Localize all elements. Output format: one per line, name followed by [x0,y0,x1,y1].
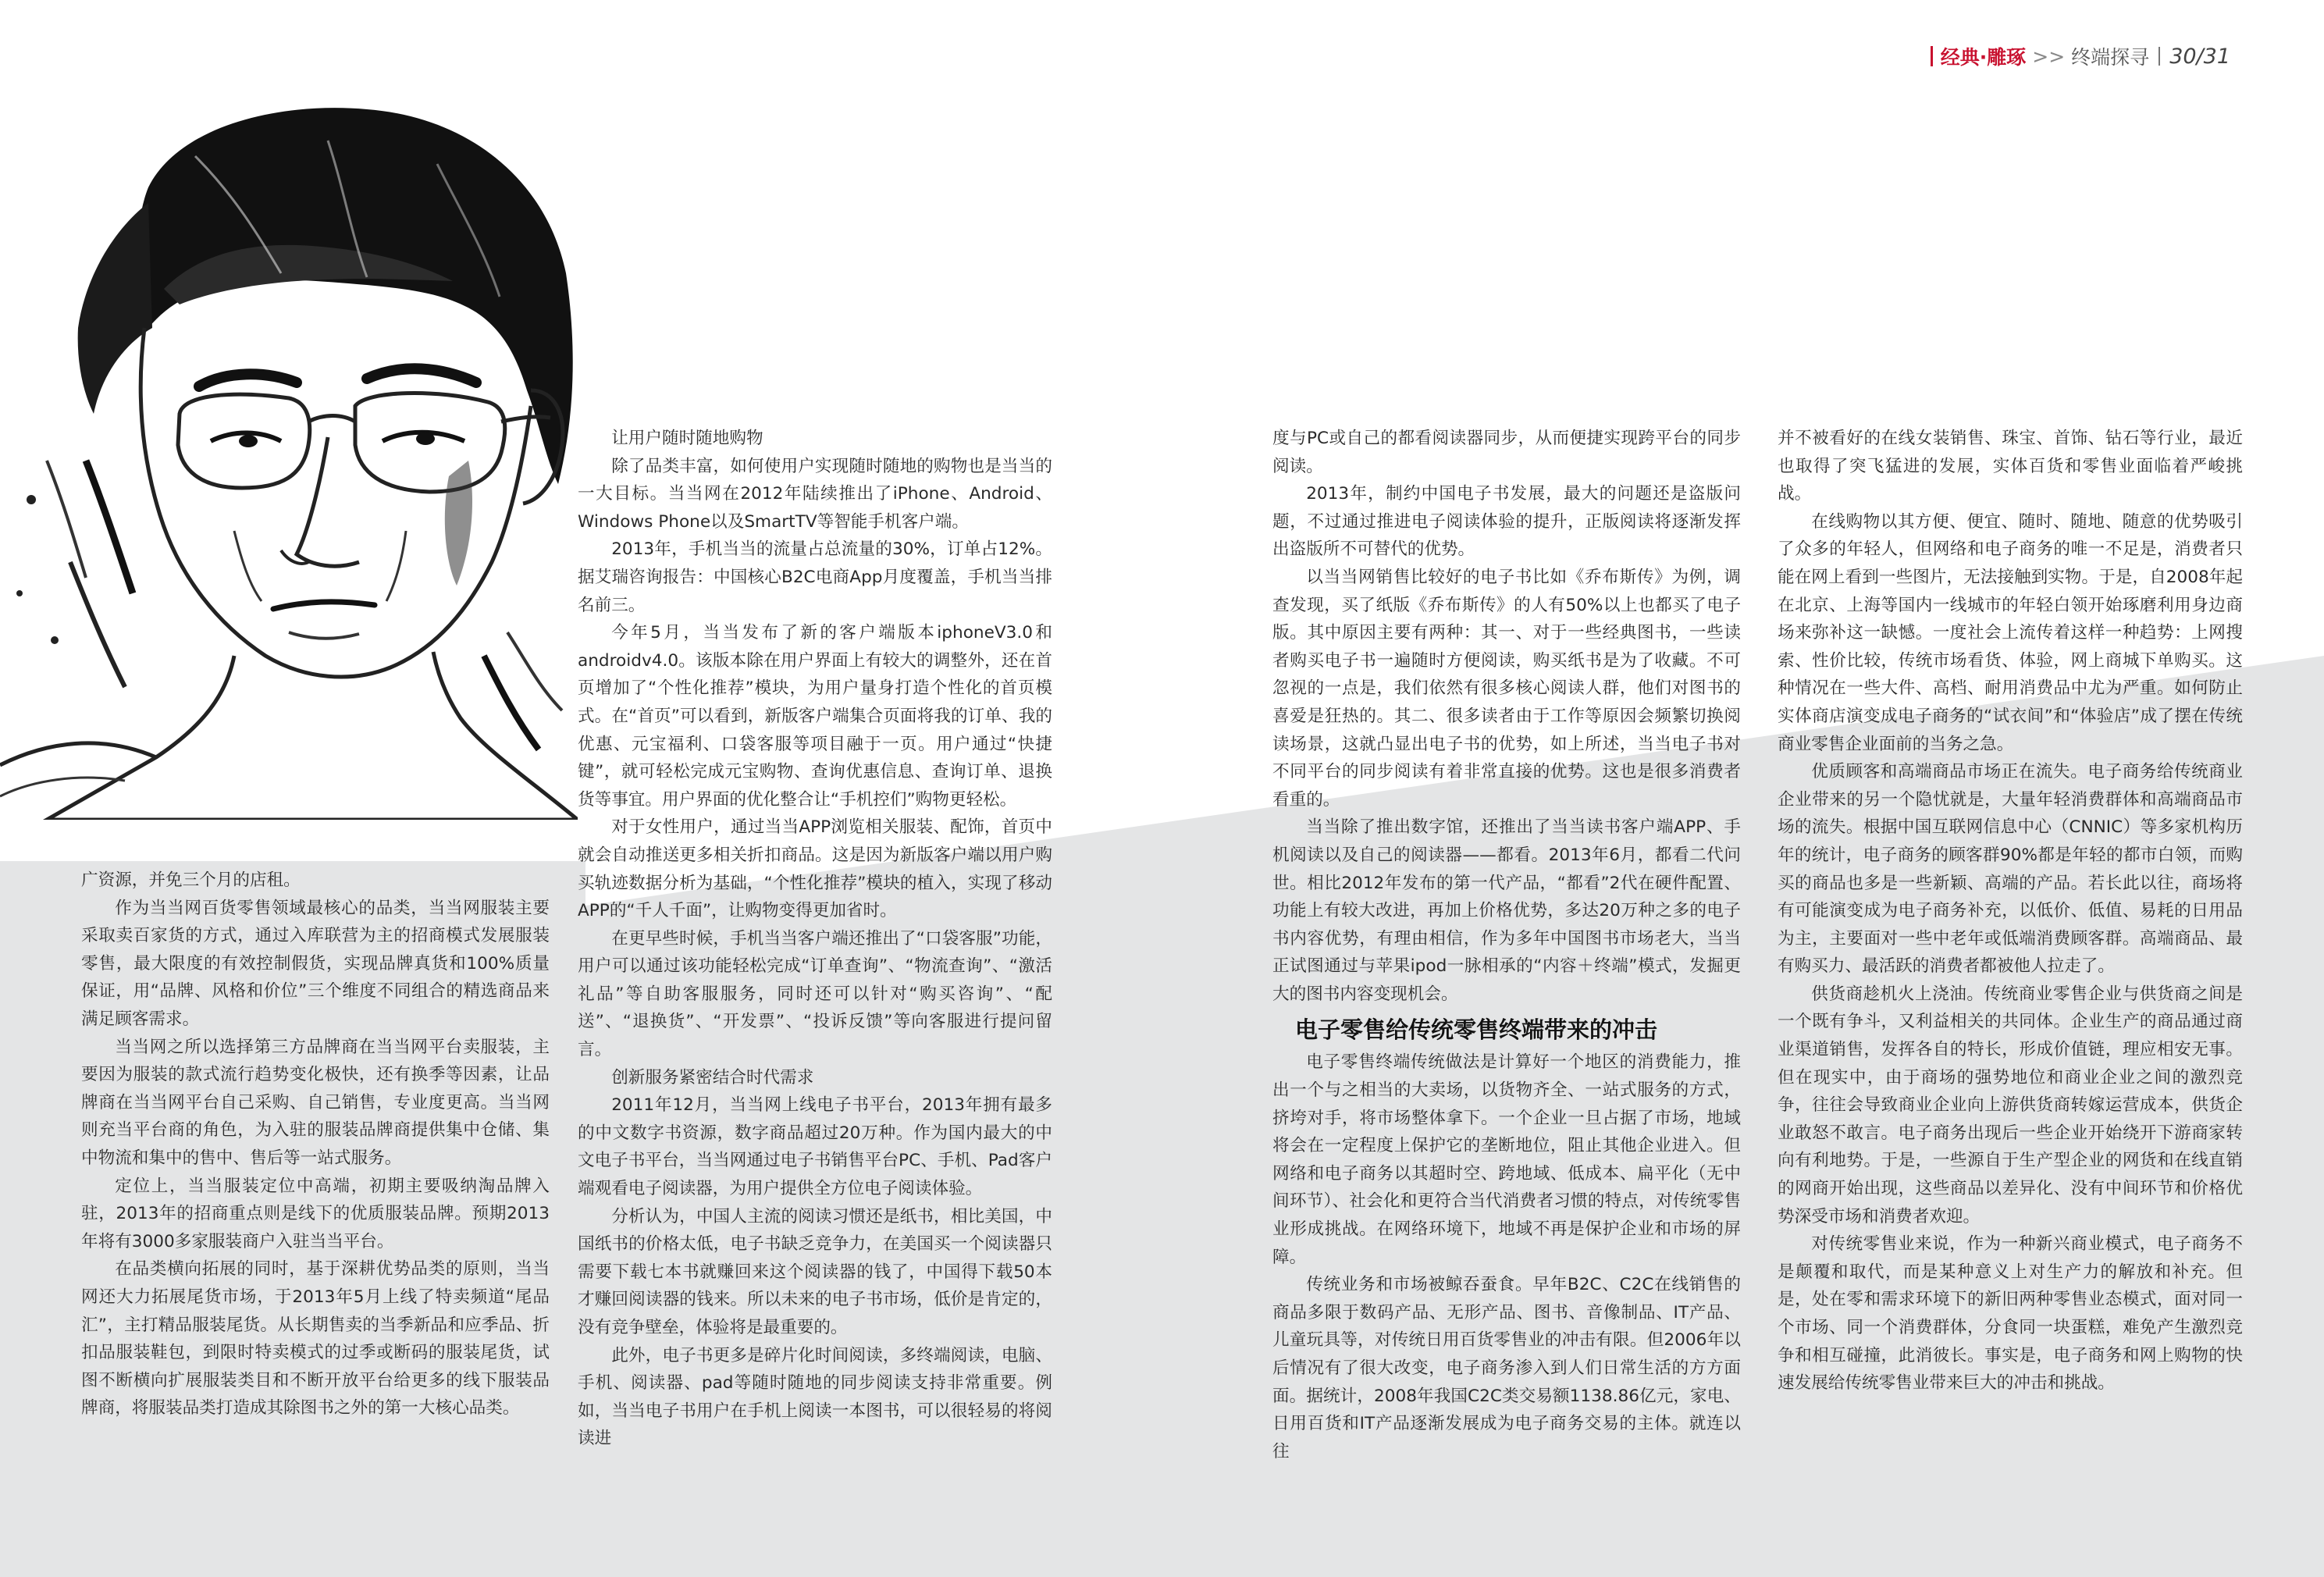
paragraph: 当当除了推出数字馆，还推出了当当读书客户端APP、手机阅读以及自己的阅读器——都看。2013年6月，都看二代问世。相比2012年发布的第一代产品，“都看”2代在硬件配置、功能上有较大改进，再加上价格优势，多达20万种之多的电子书内容优势，有理由相信，作为多年中国图书市场老大，当当正试图通过与苹果ipod一脉相承的“内容＋终端”模式，发掘更大的图书内容变现机会。 [1272,817,1741,1004]
paragraph: 在更早些时候，手机当当客户端还推出了“口袋客服”功能，用户可以通过该功能轻松完成“订单查询”、“物流查询”、“激活礼品”等自助客服服务，同时还可以针对“购买咨询”、“配送”、“退换货”、“开发票”、“投诉反馈”等向客服进行提问留言。 [578,928,1052,1060]
section-heading: 电子零售给传统零售终端带来的冲击 [1295,1016,1658,1044]
subheading: 让用户随时随地购物 [611,429,763,448]
paragraph: 广资源，并免三个月的店租。 [81,870,301,890]
paragraph: 定位上，当当服装定位中高端，初期主要吸纳淘品牌入驻，2013年的招商重点则是线下的优质服装品牌。预期2013年将有3000多家服装商户入驻当当平台。 [81,1176,550,1251]
paragraph: 对传统零售业来说，作为一种新兴商业模式，电子商务不是颠覆和取代，而是某种意义上对生产力的解放和补充。但是，处在零和需求环境下的新旧两种零售业态模式，面对同一个市场、同一个消费群体，分食同一块蛋糕，难免产生激烈竞争和相互碰撞，此消彼长。事实是，电子商务和网上购物的快速发展给传统零售业带来巨大的冲击和挑战。 [1778,1234,2243,1394]
paragraph: 度与PC或自己的都看阅读器同步，从而便捷实现跨平台的同步阅读。 [1272,429,1741,476]
paragraph: 优质顾客和高端商品市场正在流失。电子商务给传统商业企业带来的另一个隐忧就是，大量年轻消费群体和高端商品市场的流失。根据中国互联网信息中心（CNNIC）等多家机构历年的统计，电子商务的顾客群90%都是年轻的都市白领，而购买的商品也多是一些新颖、高端的产品。若长此以往，商场将有可能演变成为电子商务补充，以低价、低值、易耗的日用品为主，主要面对一些中老年或低端消费顾客群。高端商品、最有购买力、最活跃的消费者都被他人拉走了。 [1778,762,2243,977]
text-column-4 [1778,425,2243,1397]
paragraph: 2013年，手机当当的流量占总流量的30%，订单占12%。据艾瑞咨询报告：中国核心B2C电商App月度覆盖，手机当当排名前三。 [578,539,1052,615]
paragraph: 对于女性用户，通过当当APP浏览相关服装、配饰，首页中就会自动推送更多相关折扣商品。这是因为新版客户端以用户购买轨迹数据分析为基础，“个性化推荐”模块的植入，实现了移动APP的“千人千面”，让购物变得更加省时。 [578,817,1052,921]
text-column-3 [1272,425,1741,1465]
paragraph: 在线购物以其方便、便宜、随时、随地、随意的优势吸引了众多的年轻人，但网络和电子商务的唯一不足是，消费者只能在网上看到一些图片，无法接触到实物。于是，自2008年起在北京、上海等国内一线城市的年轻白领开始琢磨利用身边商场来弥补这一缺憾。一度社会上流传着这样一种趋势：上网搜索、性价比较，传统市场看货、体验，网上商城下单购买。这种情况在一些大件、高档、耐用消费品中尤为严重。如何防止实体商店演变成电子商务的“试衣间”和“体验店”成了摆在传统商业零售企业面前的当务之急。 [1778,511,2243,754]
section-title: 经典·雕琢 [1940,46,2027,69]
paragraph: 电子零售终端传统做法是计算好一个地区的消费能力，推出一个与之相当的大卖场，以货物齐全、一站式服务的方式，挤垮对手，将市场整体拿下。一个企业一旦占据了市场，地域将会在一定程度上保护它的垄断地位，阻止其他企业进入。但网络和电子商务以其超时空、跨地域、低成本、扁平化（无中间环节）、社会化和更符合当代消费者习惯的特点，对传统零售业形成挑战。在网络环境下，地域不再是保护企业和市场的屏障。 [1272,1052,1741,1267]
text-column-1 [81,867,550,1422]
subheading: 创新服务紧密结合时代需求 [611,1067,814,1088]
header-accent-bar [1931,46,1933,66]
page-header [1923,41,2230,72]
subsection-title: 终端探寻 [2071,46,2150,69]
paragraph: 2013年，制约中国电子书发展，最大的问题还是盗版问题，不过通过推进电子阅读体验的提升，正版阅读将逐渐发挥出盗版所不可替代的优势。 [1272,484,1741,560]
breadcrumb-separator: >> [2032,44,2066,68]
text-column-2 [578,425,1052,1453]
paragraph: 除了品类丰富，如何使用户实现随时随地的购物也是当当的一大目标。当当网在2012年陆续推出了iPhone、Android、Windows Phone以及SmartTV等智能手机客户端。 [578,456,1052,532]
page-numbers: 30/31 [2169,44,2230,69]
header-divider [2159,47,2160,66]
paragraph: 传统业务和市场被鲸吞蚕食。早年B2C、C2C在线销售的商品多限于数码产品、无形产品、图书、音像制品、IT产品、儿童玩具等，对传统日用百货零售业的冲击有限。但2006年以后情况有了很大改变，电子商务渗入到人们日常生活的方方面面。据统计，2008年我国C2C类交易额1138.86亿元，家电、日用百货和IT产品逐渐发展成为电子商务交易的主体。就连以往 [1272,1275,1741,1461]
ink-portrait-illustration [0,94,578,820]
paragraph: 分析认为，中国人主流的阅读习惯还是纸书，相比美国，中国纸书的价格太低，电子书缺乏竞争力，在美国买一个阅读器只需要下载七本书就赚回来这个阅读器的钱了，中国得下载50本才赚回阅读器的钱来。所以未来的电子书市场，低价是肯定的，没有竞争壁垒，体验将是最重要的。 [578,1206,1052,1337]
paragraph: 作为当当网百货零售领域最核心的品类，当当网服装主要采取卖百家货的方式，通过入库联营为主的招商模式发展服装零售，最大限度的有效控制假货，实现品牌真货和100%质量保证，用“品牌、风格和价位”三个维度不同组合的精选商品来满足顾客需求。 [81,898,550,1029]
paragraph: 此外，电子书更多是碎片化时间阅读，多终端阅读，电脑、手机、阅读器、pad等随时随地的同步阅读支持非常重要。例如，当当电子书用户在手机上阅读一本图书，可以很轻易的将阅读进 [578,1345,1052,1449]
paragraph: 当当网之所以选择第三方品牌商在当当网平台卖服装，主要因为服装的款式流行趋势变化极快，还有换季等因素，让品牌商在当当网平台自己采购、自己销售，专业度更高。当当网则充当平台商的角色，为入驻的服装品牌商提供集中仓储、集中物流和集中的售中、售后等一站式服务。 [81,1037,550,1168]
paragraph: 在品类横向拓展的同时，基于深耕优势品类的原则，当当网还大力拓展尾货市场，于2013年5月上线了特卖频道“尾品汇”，主打精品服装尾货。从长期售卖的当季新品和应季品、折扣品服装鞋包，到限时特卖模式的过季或断码的服装尾货，试图不断横向扩展服装类目和不断开放平台给更多的线下服装品牌商，将服装品类打造成其除图书之外的第一大核心品类。 [81,1259,550,1419]
paragraph: 并不被看好的在线女装销售、珠宝、首饰、钻石等行业，最近也取得了突飞猛进的发展，实体百货和零售业面临着严峻挑战。 [1778,429,2243,504]
paragraph: 供货商趁机火上浇油。传统商业零售企业与供货商之间是一个既有争斗，又利益相关的共同体。企业生产的商品通过商业渠道销售，发挥各自的特长，形成价值链，理应相安无事。但在现实中，由于商场的强势地位和商业企业之间的激烈竞争，往往会导致商业企业向上游供货商转嫁运营成本，供货企业敢怒不敢言。电子商务出现后一些企业开始绕开下游商家转向有利地势。于是，一些源自于生产型企业的网货和在线直销的网商开始出现，这些商品以差异化、没有中间环节和价格优势深受市场和消费者欢迎。 [1778,984,2243,1226]
paragraph: 2011年12月，当当网上线电子书平台，2013年拥有最多的中文数字书资源，数字商品超过20万种。作为国内最大的中文电子书平台，当当网通过电子书销售平台PC、手机、Pad客户端观看电子阅读器，为用户提供全方位电子阅读体验。 [578,1095,1052,1199]
paragraph: 今年5月，当当发布了新的客户端版本iphoneV3.0和androidv4.0。该版本除在用户界面上有较大的调整外，还在首页增加了“个性化推荐”模块，为用户量身打造个性化的首页模式。在“首页”可以看到，新版客户端集合页面将我的订单、我的优惠、元宝福利、口袋客服等项目融于一页。用户通过“快捷键”，就可轻松完成元宝购物、查询优惠信息、查询订单、退换货等事宜。用户界面的优化整合让“手机控们”购物更轻松。 [578,623,1052,810]
paragraph: 以当当网销售比较好的电子书比如《乔布斯传》为例，调查发现，买了纸版《乔布斯传》的人有50%以上也都买了电子版。其中原因主要有两种：其一、对于一些经典图书，一些读者购买电子书一遍随时方便阅读，购买纸书是为了收藏。不可忽视的一点是，我们依然有很多核心阅读人群，他们对图书的喜爱是狂热的。其二、很多读者由于工作等原因会频繁切换阅读场景，这就凸显出电子书的优势，如上所述，当当电子书对不同平台的同步阅读有着非常直接的优势。这也是很多消费者看重的。 [1272,567,1741,810]
